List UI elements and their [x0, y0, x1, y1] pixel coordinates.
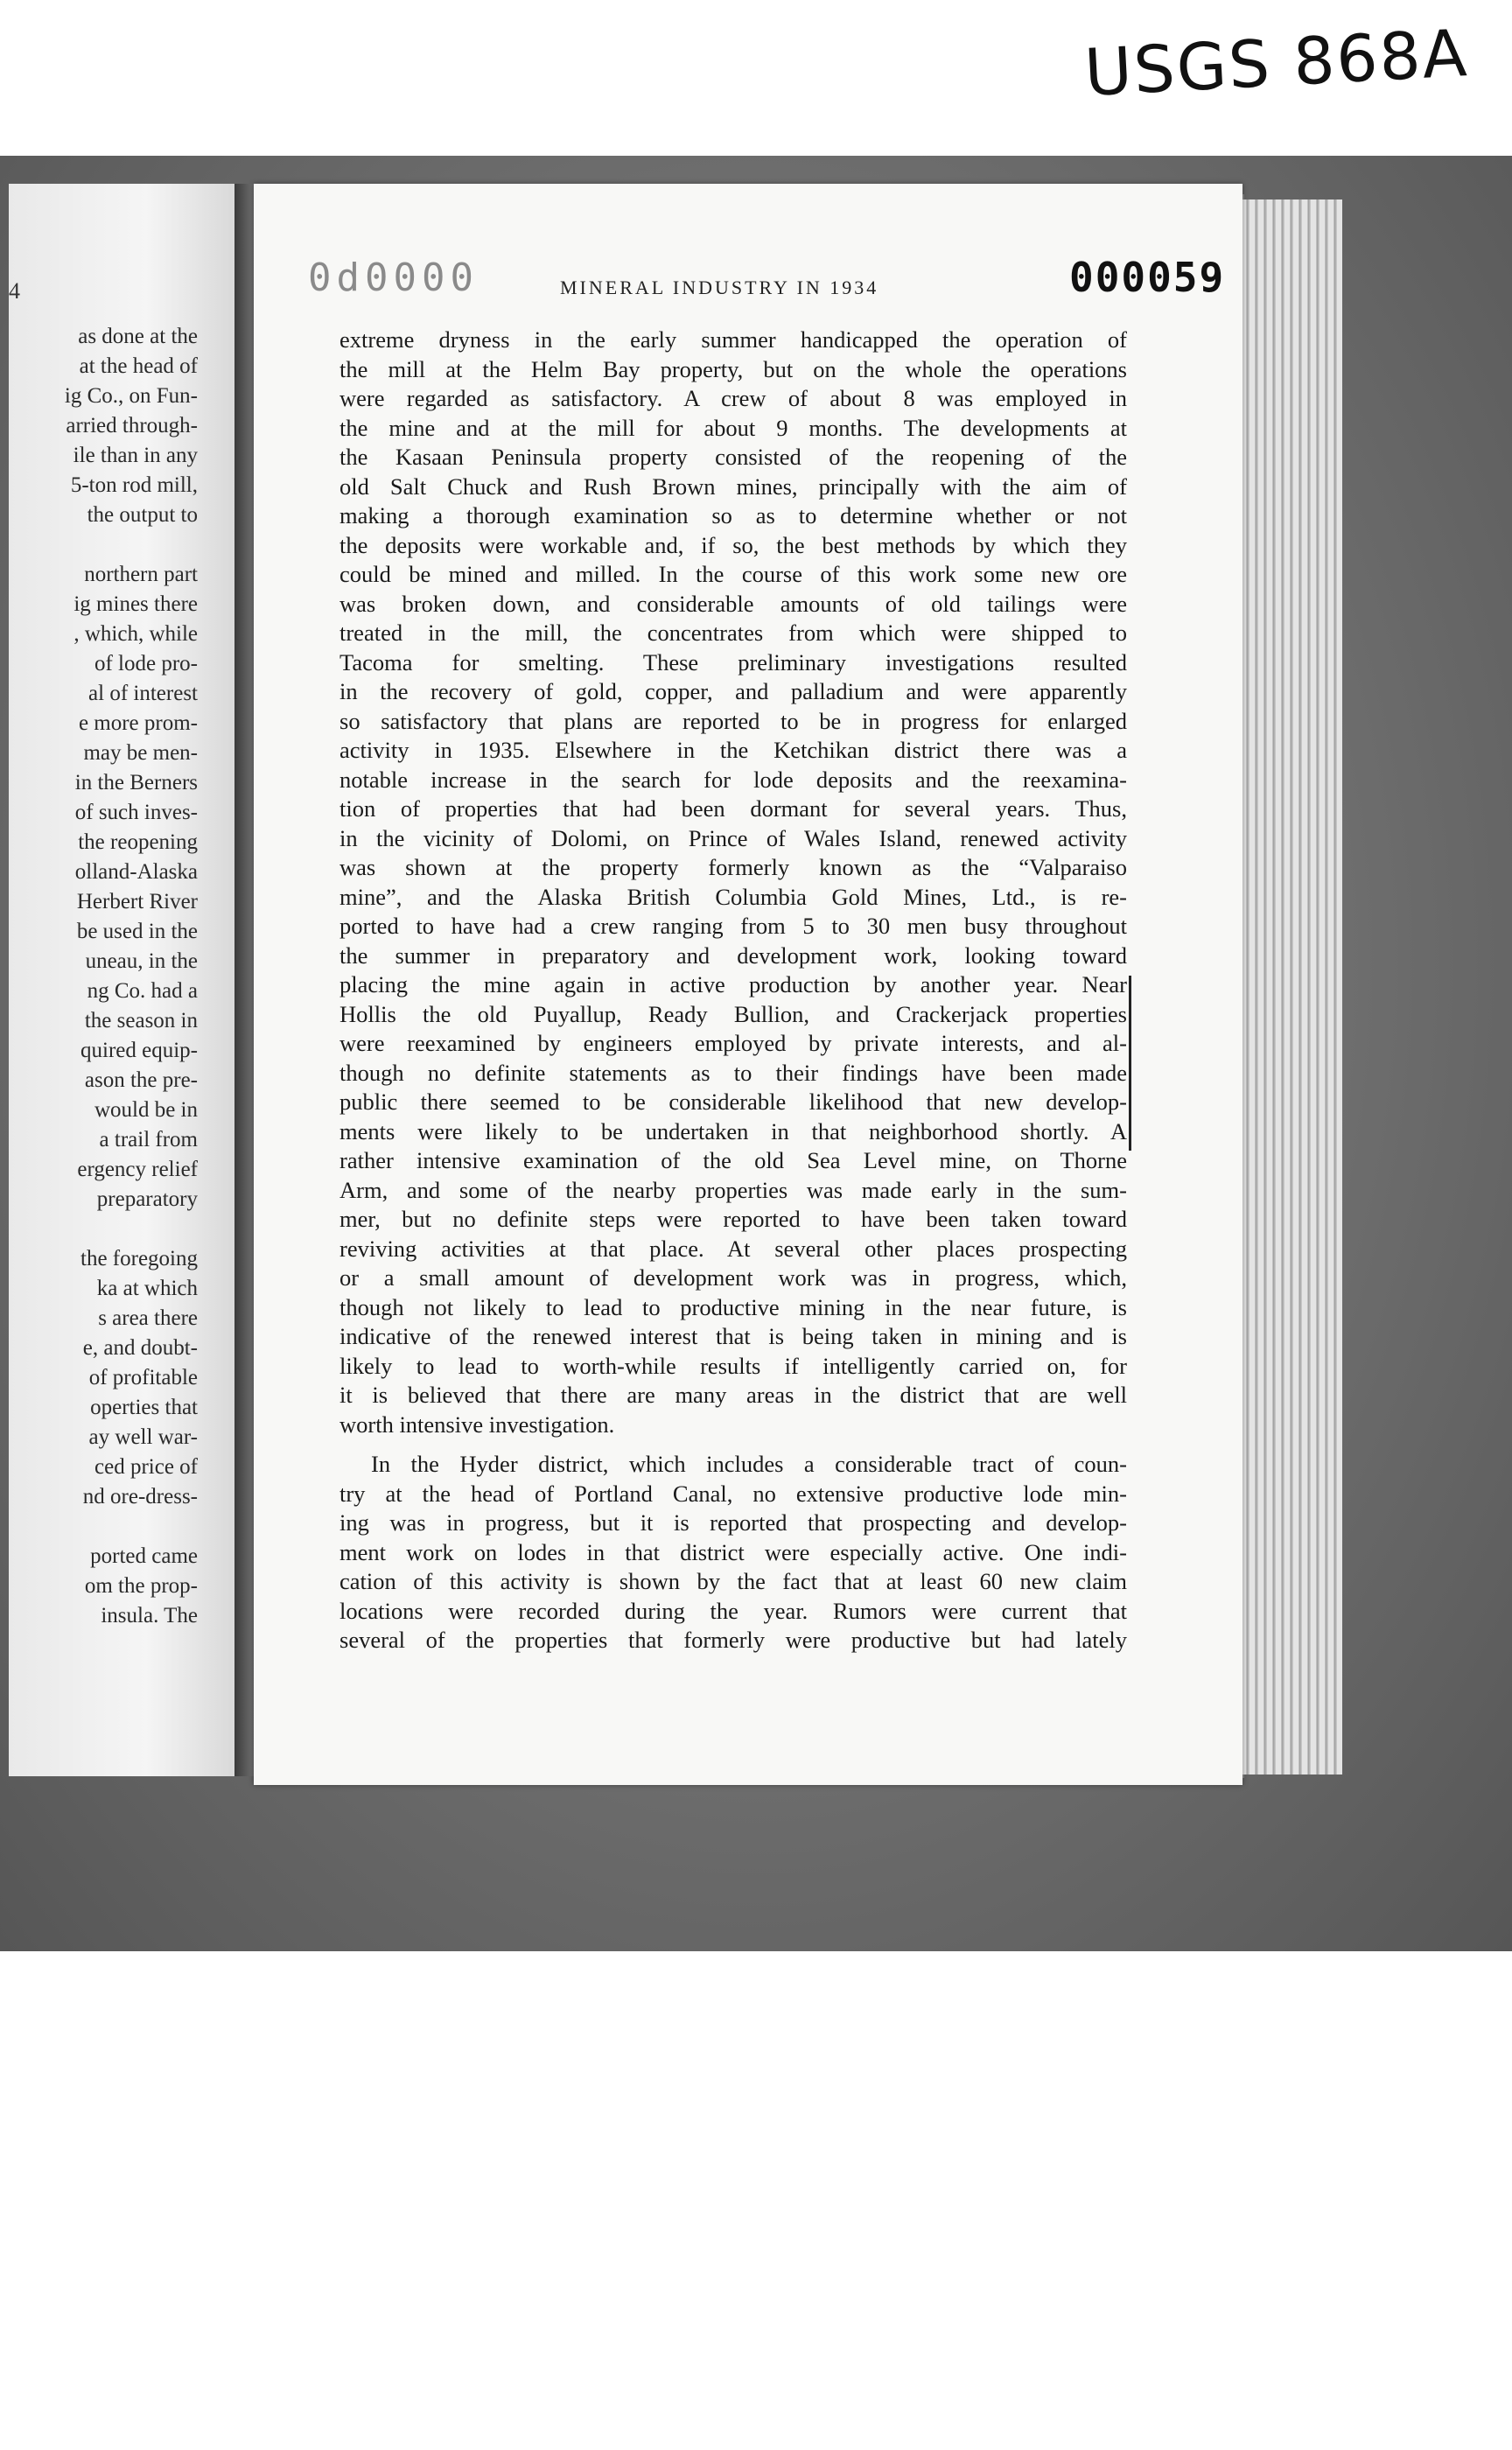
text-line: of lode pro- — [94, 652, 198, 676]
text-line: notable increase in the search for lode deposits and the reexamina- — [340, 766, 1127, 793]
text-line: in the Berners — [74, 771, 198, 794]
running-head: MINERAL INDUSTRY IN 1934 — [560, 276, 879, 298]
page-edges — [1241, 200, 1342, 1774]
text-line: Arm, and some of the nearby properties was made early in the sum- — [340, 1176, 1127, 1203]
text-line: extreme dryness in the early summer handicapped the operation of — [340, 326, 1127, 353]
text-line: ported came — [90, 1544, 198, 1568]
paragraph-2 — [340, 1450, 1127, 1656]
text-line: were regarded as satisfactory. A crew of about 8 was employed in — [340, 385, 1127, 411]
text-line: ported to have had a crew ranging from 5 to 30 men busy throughout — [340, 913, 1127, 939]
text-line: was shown at the property formerly known as the “Valparaiso — [340, 854, 1127, 880]
text-line: uneau, in the — [85, 949, 198, 973]
text-line: Hollis the old Puyallup, Ready Bullion, and Crackerjack properties — [340, 1000, 1127, 1027]
text-line: ay well war- — [88, 1425, 198, 1449]
text-line: operties that — [90, 1396, 198, 1419]
text-line: ments were likely to be undertaken in that neighborhood shortly. A — [340, 1117, 1127, 1144]
text-line: was broken down, and considerable amounts of old tailings were — [340, 590, 1127, 617]
left-page-text — [9, 322, 238, 1631]
text-line: treated in the mill, the concentrates from which were shipped to — [340, 620, 1127, 646]
text-line: mine”, and the Alaska British Columbia Gold Mines, Ltd., is re- — [340, 883, 1127, 910]
text-line: activity in 1935. Elsewhere in the Ketchikan district there was a — [340, 737, 1127, 763]
text-line: ig Co., on Fun- — [64, 384, 198, 408]
text-line: several of the properties that formerly were productive but had lately — [340, 1627, 1127, 1653]
text-line: a trail from — [99, 1128, 198, 1152]
text-line: or a small amount of development work was in progress, which, — [340, 1264, 1127, 1291]
text-line: the mine and at the mill for about 9 months. The developments at — [340, 414, 1127, 441]
text-line: quired equip- — [80, 1039, 198, 1062]
text-line: rather intensive examination of the old Sea Level mine, on Thorne — [340, 1147, 1127, 1173]
line-gap — [9, 530, 238, 560]
text-line: s area there — [98, 1306, 198, 1330]
text-line: the season in — [84, 1009, 198, 1032]
text-line: ng Co. had a — [87, 979, 198, 1003]
body-text — [340, 326, 1127, 1656]
text-line: locations were recorded during the year. Rumors were current that — [340, 1597, 1127, 1624]
text-line: of such inves- — [74, 801, 198, 824]
text-line: insula. The — [101, 1604, 198, 1628]
text-line: arried through- — [66, 414, 198, 438]
text-line: try at the head of Portland Canal, no extensive productive lode min- — [340, 1480, 1127, 1507]
text-line: so satisfactory that plans are reported to be in progress for enlarged — [340, 707, 1127, 734]
text-line: indicative of the renewed interest that is being taken in mining and is — [340, 1323, 1127, 1349]
text-line: nd ore-dress- — [82, 1485, 198, 1508]
text-line: the foregoing — [80, 1247, 198, 1270]
text-line: , which, while — [74, 622, 198, 646]
text-line: ig mines there — [74, 592, 198, 616]
text-line: making a thorough examination so as to determine whether or not — [340, 502, 1127, 528]
text-line: ason the pre- — [84, 1068, 198, 1092]
text-line: at the head of — [79, 354, 198, 378]
text-line: the output to — [87, 503, 198, 527]
text-line: e more prom- — [78, 711, 198, 735]
stamp-left: 0d0000 — [308, 256, 479, 300]
text-line: public there seemed to be considerable likelihood that new develop- — [340, 1088, 1127, 1115]
text-line: Tacoma for smelting. These preliminary investigations resulted — [340, 648, 1127, 676]
text-line: ile than in any — [73, 444, 198, 467]
left-page-folio: 4 — [9, 278, 20, 304]
text-line: though no definite statements as to their findings have been made — [340, 1059, 1127, 1086]
text-line: as done at the — [78, 325, 198, 348]
text-line: the Kasaan Peninsula property consisted of the reopening of the — [340, 444, 1127, 470]
text-line: were reexamined by engineers employed by private interests, and al- — [340, 1030, 1127, 1056]
text-line: e, and doubt- — [82, 1336, 198, 1360]
text-line: placing the mine again in active production by another year. Near — [340, 971, 1127, 998]
line-gap — [9, 1214, 238, 1244]
text-line: reviving activities at that place. At several other places prospecting — [340, 1235, 1127, 1262]
text-line: in the vicinity of Dolomi, on Prince of Wales Island, renewed activity — [340, 824, 1127, 851]
text-line: northern part — [84, 563, 198, 586]
text-line: al of interest — [88, 682, 198, 705]
text-line: In the Hyder district, which includes a considerable tract of coun- — [371, 1451, 1127, 1477]
text-line: ka at which — [96, 1277, 198, 1300]
text-line: ment work on lodes in that district were especially active. One indi- — [340, 1538, 1127, 1565]
stamp-right-page-number: 000059 — [1069, 254, 1226, 301]
text-line: 5-ton rod mill, — [70, 473, 198, 497]
text-line: ergency relief — [77, 1158, 198, 1181]
text-line: old Salt Chuck and Rush Brown mines, principally with the aim of — [340, 472, 1127, 500]
text-line: cation of this activity is shown by the fact that at least 60 new claim — [340, 1568, 1127, 1594]
text-line: ing was in progress, but it is reported that prospecting and develop- — [340, 1509, 1127, 1536]
text-line: om the prop- — [84, 1574, 198, 1598]
text-line: the mill at the Helm Bay property, but on the whole the operations — [340, 355, 1127, 382]
text-line: likely to lead to worth-while results if intelligently carried on, for — [340, 1352, 1127, 1379]
text-line: the deposits were workable and, if so, the best methods by which they — [340, 531, 1127, 558]
line-gap — [9, 1512, 238, 1542]
text-line: olland-Alaska — [74, 860, 198, 884]
text-line: the reopening — [78, 830, 198, 854]
left-page-fragment — [9, 184, 238, 1776]
paragraph-1 — [340, 326, 1127, 1439]
text-line: may be men- — [83, 741, 198, 765]
text-line: though not likely to lead to productive mining in the near future, is — [340, 1293, 1127, 1320]
text-line: of profitable — [88, 1366, 198, 1390]
text-line: Herbert River — [76, 890, 198, 914]
margin-marker — [1129, 976, 1131, 1151]
text-line: ced price of — [94, 1455, 198, 1479]
text-line: tion of properties that had been dormant for several years. Thus, — [340, 795, 1127, 822]
text-line: worth intensive investigation. — [340, 1410, 615, 1438]
text-line: could be mined and milled. In the course of this work some new ore — [340, 561, 1127, 587]
text-line: the summer in preparatory and development work, looking toward — [340, 942, 1127, 969]
text-line: would be in — [94, 1098, 198, 1122]
text-line: in the recovery of gold, copper, and palladium and were apparently — [340, 678, 1127, 704]
text-line: be used in the — [76, 920, 198, 943]
text-line: preparatory — [96, 1187, 198, 1211]
text-line: it is believed that there are many areas in the district that are well — [340, 1382, 1127, 1408]
text-line: mer, but no definite steps were reported to have been taken toward — [340, 1206, 1127, 1232]
handwritten-annotation: USGS 868A — [1082, 16, 1471, 111]
